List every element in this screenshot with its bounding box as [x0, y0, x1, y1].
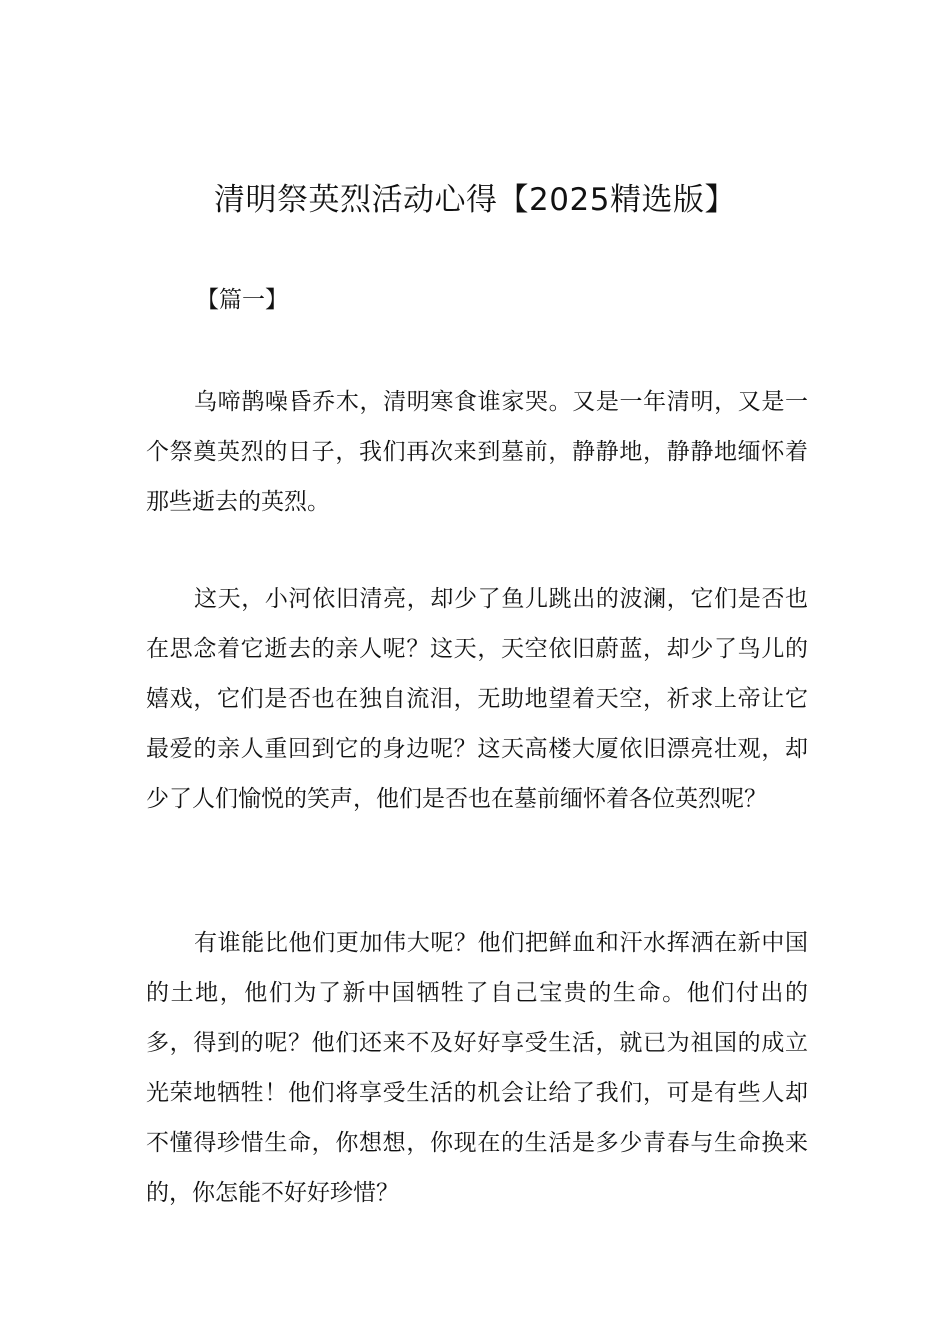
paragraph-2: 这天，小河依旧清亮，却少了鱼儿跳出的波澜，它们是否也在思念着它逝去的亲人呢？这天，天空依旧蔚蓝，却少了鸟儿的嬉戏，它们是否也在独自流泪，无助地望着天空，祈求上帝让它最爱的亲人重回到它的身边呢？这天高楼大厦依旧漂亮壮观，却少了人们愉悦的笑声，他们是否也在墓前缅怀着各位英烈呢？ — [146, 586, 808, 812]
section-label: 【篇一】 — [196, 287, 288, 313]
paragraph-1: 乌啼鹊噪昏乔木，清明寒食谁家哭。又是一年清明，又是一个祭奠英烈的日子，我们再次来到墓前，静静地，静静地缅怀着那些逝去的英烈。 — [146, 389, 808, 515]
paragraph-3: 有谁能比他们更加伟大呢？他们把鲜血和汗水挥洒在新中国的土地，他们为了新中国牺牲了自己宝贵的生命。他们付出的多，得到的呢？他们还来不及好好享受生活，就已为祖国的成立光荣地牺牲！他们将享受生活的机会让给了我们，可是有些人却不懂得珍惜生命，你想想，你现在的生活是多少青春与生命换来的，你怎能不好好珍惜？ — [146, 930, 808, 1206]
document-title: 清明祭英烈活动心得【2025精选版】 — [214, 182, 736, 218]
